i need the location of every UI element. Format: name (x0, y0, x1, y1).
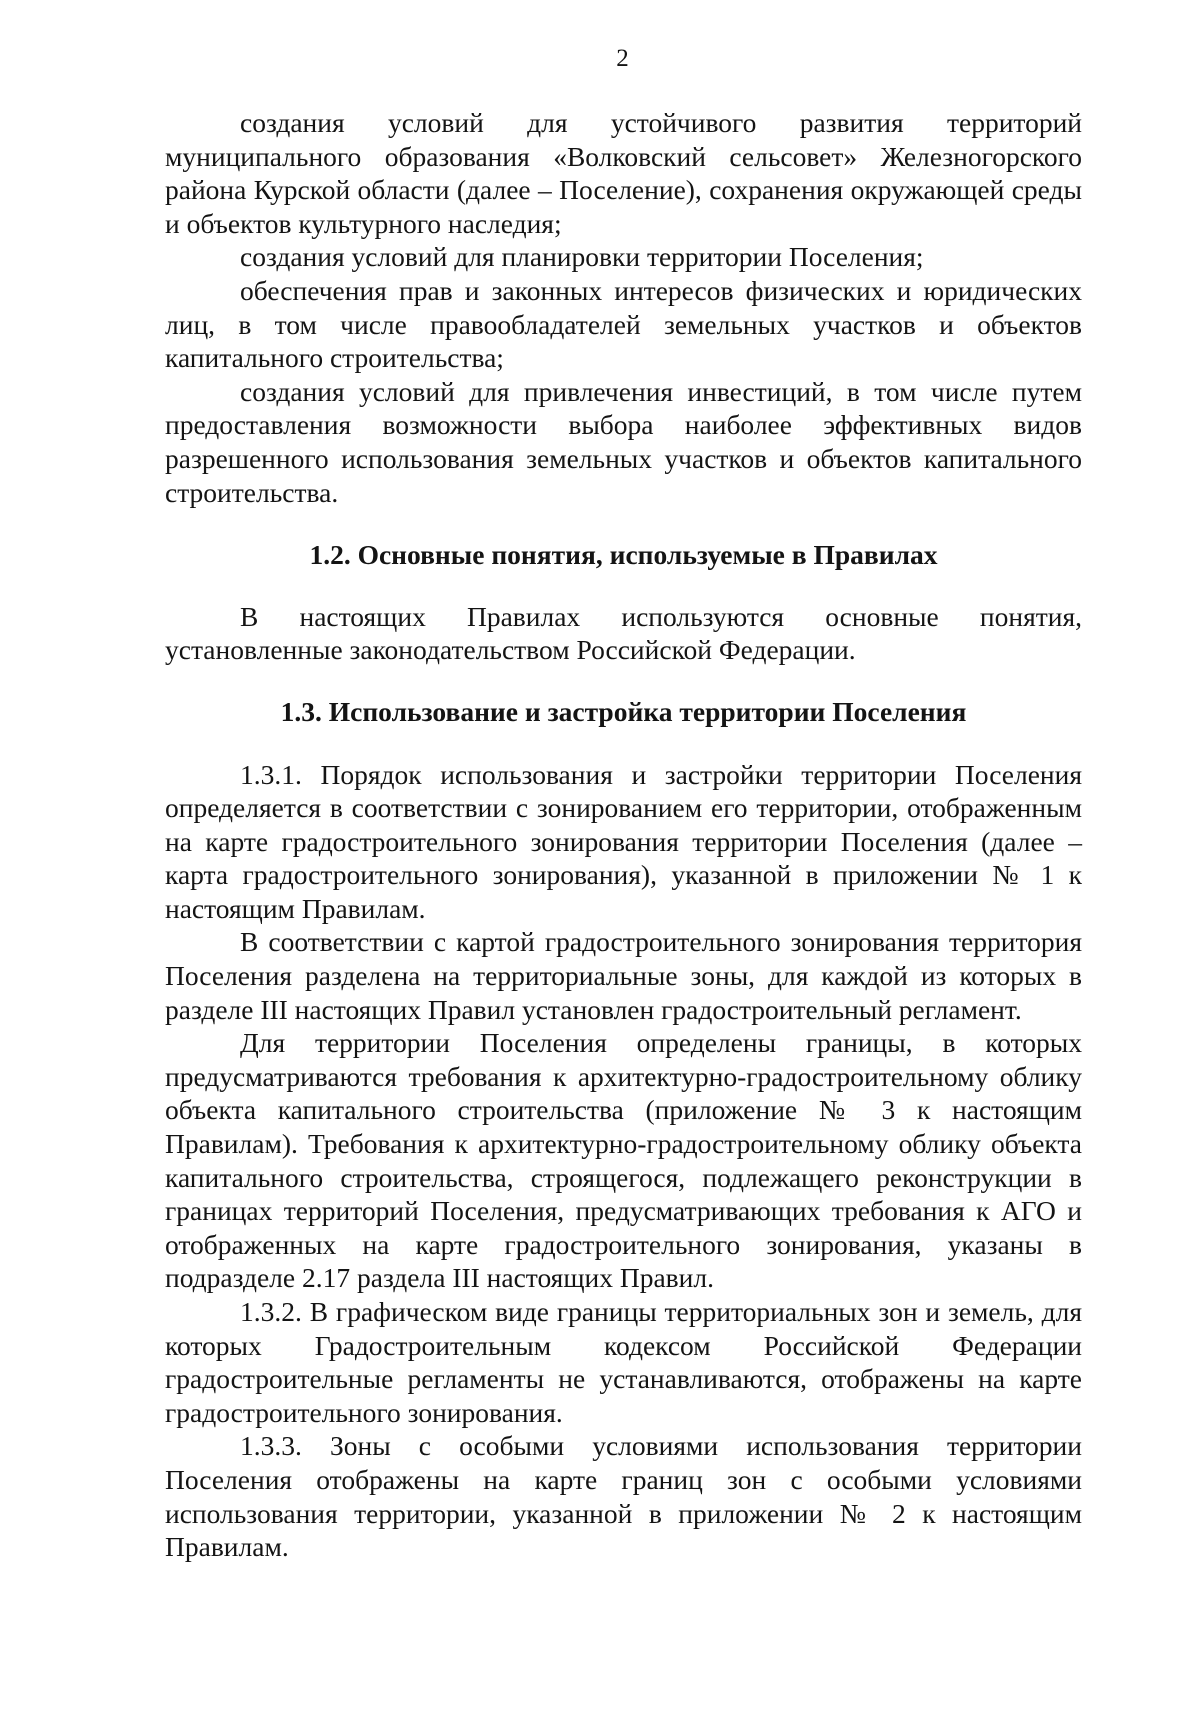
page-number: 2 (616, 45, 629, 72)
paragraph-zoning-division: В соответствии с картой градостроительного зонирования территория Поселения разделена на территориальные зоны, для каждой из которых в разделе III настоящих Правил установлен градостроительный регламент. (165, 926, 1082, 1025)
paragraph-ago-requirements: Для территории Поселения определены границы, в которых предусматриваются требования к архитектурно-градостроительному облику объекта капитального строительства (приложение № 3 к настоящим Правилам). Требования к архитектурно-градостроительному облику объекта капитального строительства, строящегося, подлежащего реконструкции в границах территорий Поселения, предусматривающих требования к АГО и отображенных на карте градостроительного зонирования, указаны в подразделе 2.17 раздела III настоящих Правил. (165, 1027, 1082, 1294)
section-heading-1-3: 1.3. Использование и застройка территории Поселения (280, 695, 967, 727)
paragraph-1-3-1: 1.3.1. Порядок использования и застройки территории Поселения определяется в соответствии с зонированием его территории, отображенным на карте градостроительного зонирования территории Поселения (далее – карта градостроительного зонирования), указанной в приложении № 1 к настоящим Правилам. (165, 758, 1082, 924)
paragraph-basic-concepts: В настоящих Правилах используются основные понятия, установленные законодательством Российской Федерации. (165, 600, 1082, 666)
paragraph-goals-conditions: создания условий для устойчивого развития территорий муниципального образования «Волковский сельсовет» Железногорского района Курской области (далее – Поселение), сохранения окружающей среды и объектов культурного наследия; (165, 107, 1082, 239)
section-heading-1-2: 1.2. Основные понятия, используемые в Правилах (309, 539, 938, 571)
paragraph-goals-rights: обеспечения прав и законных интересов физических и юридических лиц, в том числе правообладателей земельных участков и объектов капитального строительства; (165, 274, 1082, 374)
paragraph-1-3-2: 1.3.2. В графическом виде границы территориальных зон и земель, для которых Градостроительным кодексом Российской Федерации градостроительные регламенты не устанавливаются, отображены на карте градостроительного зонирования. (165, 1296, 1082, 1428)
document-body (165, 106, 1082, 1564)
paragraph-goals-planning: создания условий для планировки территории Поселения; (240, 241, 924, 273)
paragraph-goals-investments: создания условий для привлечения инвестиций, в том числе путем предоставления возможности выбора наиболее эффективных видов разрешенного использования земельных участков и объектов капитального строительства. (165, 375, 1082, 508)
paragraph-1-3-3: 1.3.3. Зоны с особыми условиями использования территории Поселения отображены на карте границ зон с особыми условиями использования территории, указанной в приложении № 2 к настоящим Правилам. (165, 1430, 1082, 1563)
